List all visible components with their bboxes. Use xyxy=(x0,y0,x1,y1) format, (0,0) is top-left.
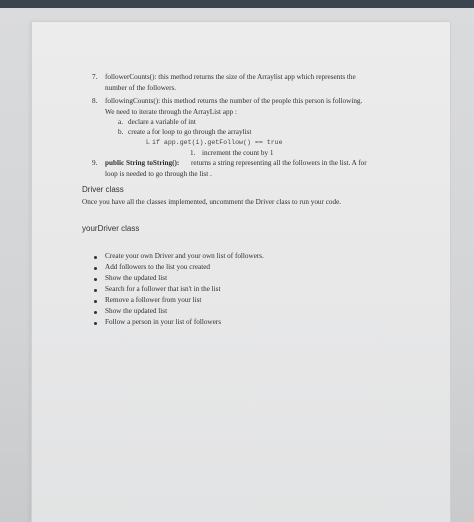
bullet-item: Create your own Driver and your own list of followers. xyxy=(105,252,264,260)
bullet-dot xyxy=(94,311,97,314)
bullet-dot xyxy=(94,256,97,259)
item-7-line-2: number of the followers. xyxy=(105,84,177,92)
item-8a-marker: a. xyxy=(118,118,123,126)
item-9-line-2: loop is needed to go through the list . xyxy=(105,170,212,178)
bullet-dot xyxy=(94,300,97,303)
item-8bi-code: if app.get(i).getFollow() == true xyxy=(152,139,283,146)
bullet-item: Follow a person in your list of followers xyxy=(105,318,221,326)
bullet-item: Show the updated list xyxy=(105,307,168,315)
bullet-dot xyxy=(94,267,97,270)
item-7-number: 7. xyxy=(92,73,98,81)
item-8b-text: create a for loop to go through the arraylist xyxy=(128,128,252,136)
bullet-item: Search for a follower that isn't in the list xyxy=(105,285,221,293)
your-driver-heading: yourDriver class xyxy=(82,224,140,233)
item-8-line-1: followingCounts(): this method returns the number of the people this person is following. xyxy=(105,97,363,105)
item-9-line-1: returns a string representing all the followers in the list. A for xyxy=(191,159,367,167)
item-8bi-marker: i. xyxy=(146,138,150,146)
item-8bi1-text: increment the count by 1 xyxy=(202,149,274,157)
bullet-item: Remove a follower from your list xyxy=(105,296,202,304)
item-8b-marker: b. xyxy=(118,128,124,136)
bullet-item: Show the updated list xyxy=(105,274,168,282)
item-8-number: 8. xyxy=(92,97,98,105)
item-9-method-name: public String toString(): xyxy=(105,159,180,167)
driver-text: Once you have all the classes implemented, uncomment the Driver class to run your code. xyxy=(82,198,342,206)
item-9-number: 9. xyxy=(92,159,98,167)
bullet-item: Add followers to the list you created xyxy=(105,263,210,271)
item-7-line-1: followerCounts(): this method returns the size of the Arraylist app which represents the xyxy=(105,73,356,81)
driver-heading: Driver class xyxy=(82,185,124,194)
item-8a-text: declare a variable of int xyxy=(128,118,196,126)
document-page xyxy=(32,22,450,522)
bullet-dot xyxy=(94,278,97,281)
item-8-line-2: We need to iterate through the ArrayList app : xyxy=(105,108,237,116)
document-content xyxy=(32,22,450,522)
bullet-dot xyxy=(94,322,97,325)
bullet-dot xyxy=(94,289,97,292)
item-8bi1-marker: 1. xyxy=(190,149,196,157)
